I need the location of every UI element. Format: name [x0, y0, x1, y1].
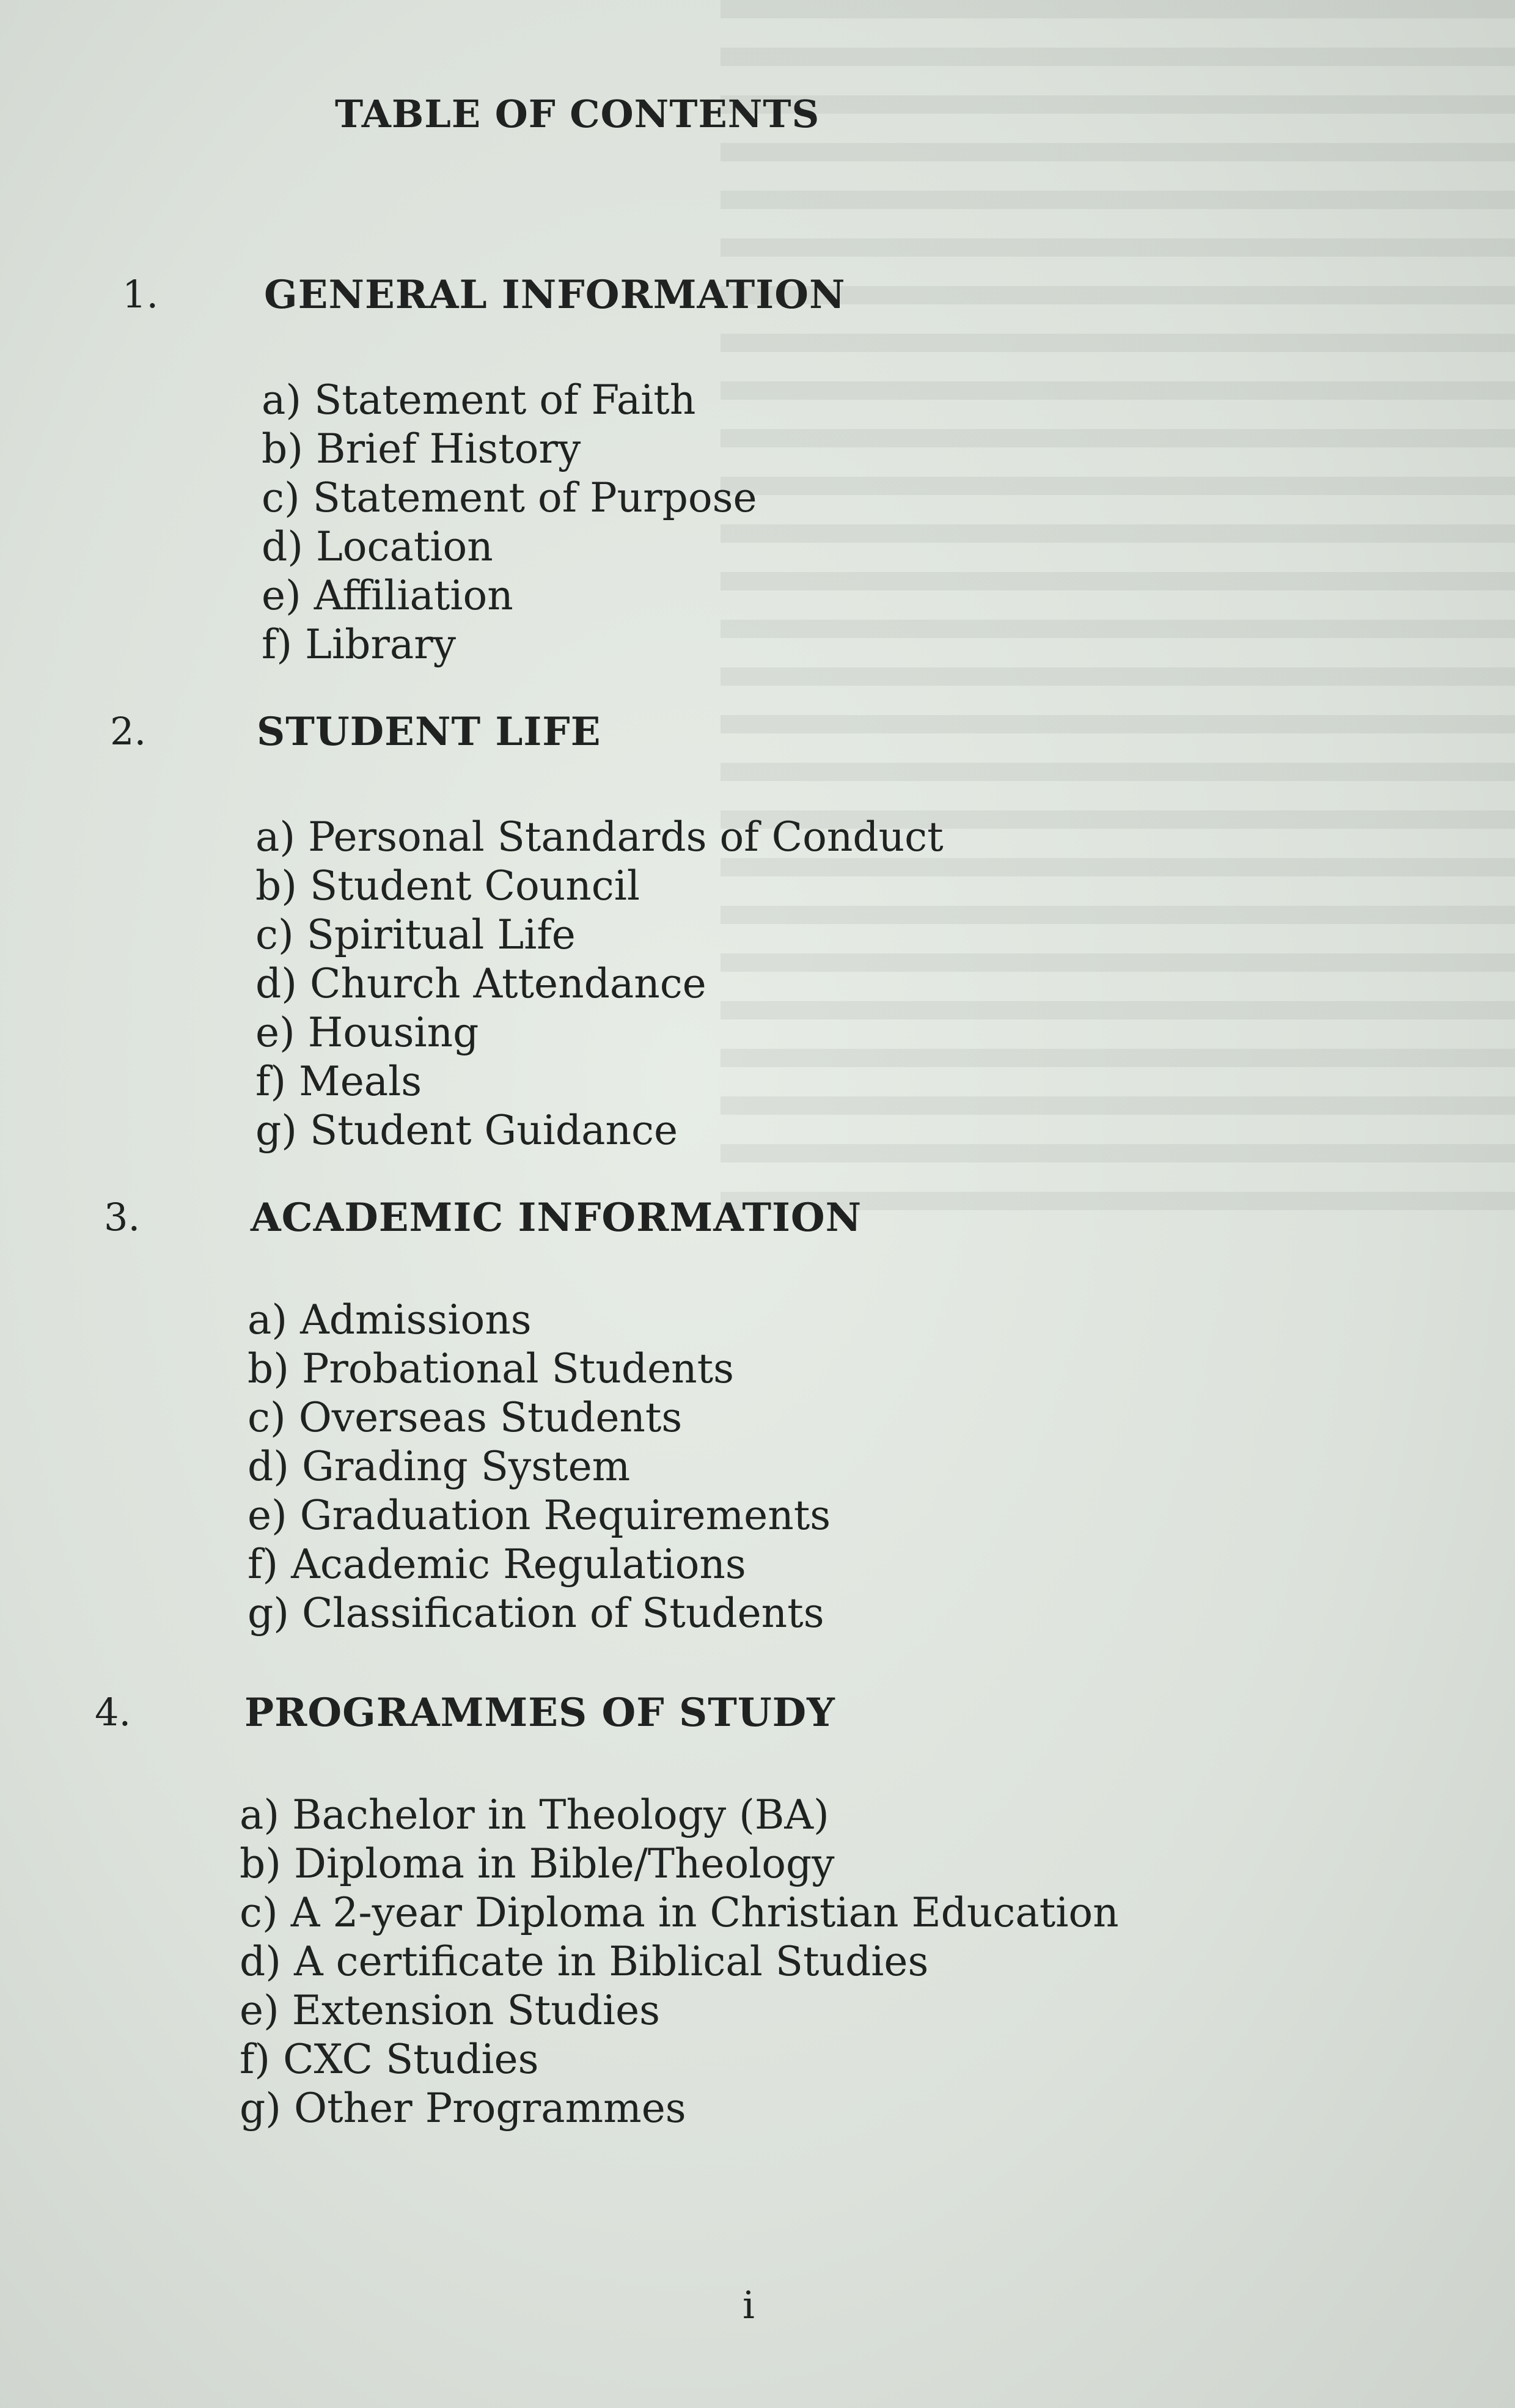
list-item: c) Overseas Students: [248, 1394, 683, 1441]
list-item: g) Classification of Students: [248, 1590, 824, 1637]
section-number: 2.: [110, 709, 147, 754]
section-number: 3.: [104, 1195, 141, 1239]
section-heading: GENERAL INFORMATION: [264, 272, 846, 318]
list-item: a) Admissions: [248, 1296, 532, 1343]
list-item: b) Probational Students: [248, 1345, 735, 1392]
list-item: e) Housing: [255, 1009, 479, 1056]
section-heading: PROGRAMMES OF STUDY: [244, 1690, 835, 1736]
list-item: d) Church Attendance: [255, 960, 706, 1007]
list-item: a) Personal Standards of Conduct: [255, 813, 944, 861]
list-item: d) A certificate in Biblical Studies: [240, 1938, 929, 1985]
section-items: [248, 1296, 831, 1638]
section-heading: STUDENT LIFE: [257, 709, 601, 755]
list-item: f) Meals: [255, 1058, 422, 1105]
page-number: i: [743, 2283, 755, 2327]
section-heading: ACADEMIC INFORMATION: [251, 1195, 862, 1241]
list-item: e) Graduation Requirements: [248, 1492, 831, 1539]
list-item: b) Brief History: [262, 425, 581, 472]
list-item: b) Diploma in Bible/Theology: [240, 1840, 835, 1887]
list-item: f) Library: [262, 621, 457, 668]
list-item: d) Location: [262, 523, 493, 570]
list-item: a) Statement of Faith: [262, 376, 696, 424]
list-item: f) Academic Regulations: [248, 1541, 746, 1588]
list-item: c) Spiritual Life: [255, 911, 576, 958]
list-item: d) Grading System: [248, 1443, 631, 1490]
page-title: TABLE OF CONTENTS: [335, 92, 820, 136]
section-number: 1.: [122, 272, 159, 317]
list-item: e) Extension Studies: [240, 1987, 661, 2034]
section-items: [262, 376, 757, 669]
list-item: c) Statement of Purpose: [262, 474, 757, 521]
list-item: a) Bachelor in Theology (BA): [240, 1791, 829, 1838]
section-number: 4.: [95, 1690, 131, 1734]
list-item: g) Other Programmes: [240, 2085, 686, 2132]
section-items: [240, 1791, 1119, 2133]
list-item: b) Student Council: [255, 862, 640, 909]
list-item: f) CXC Studies: [240, 2036, 539, 2083]
section-items: [255, 813, 944, 1155]
list-item: e) Affiliation: [262, 572, 513, 619]
list-item: g) Student Guidance: [255, 1107, 678, 1154]
list-item: c) A 2-year Diploma in Christian Education: [240, 1889, 1119, 1936]
